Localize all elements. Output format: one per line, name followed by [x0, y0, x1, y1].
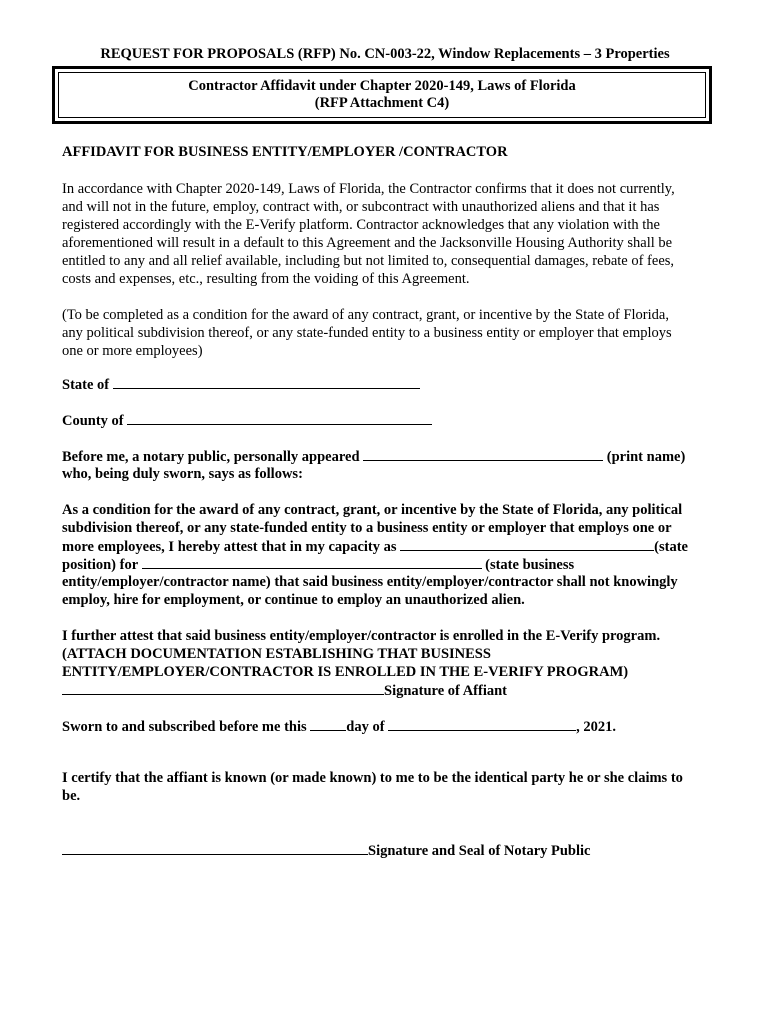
condition-line: one or more employees) [62, 343, 203, 359]
attest-capacity-label: more employees, I hereby attest that in my capacity as [62, 539, 397, 555]
intro-line: and will not in the future, employ, contract with, or subcontract with unauthorized aliens and that it has [62, 199, 660, 215]
attest-line: employ, hire for employment, or continue to employ an unauthorized alien. [62, 592, 525, 608]
year-label: , 2021. [576, 719, 617, 735]
intro-line: In accordance with Chapter 2020-149, Laws of Florida, the Contractor confirms that it does not currently, [62, 181, 675, 197]
print-name-label: (print name) [606, 449, 686, 465]
state-label-suffix: (state [654, 539, 688, 555]
rfp-title: REQUEST FOR PROPOSALS (RFP) No. CN-003-22, Window Replacements – 3 Properties [100, 46, 670, 62]
attest-position-line [62, 538, 688, 556]
sworn-says-line: who, being duly sworn, says as follows: [62, 466, 303, 482]
intro-line: costs and expenses, etc., resulting from the voiding of this Agreement. [62, 271, 470, 287]
intro-line: entitled to any and all relief available, including but not limited to, consequential damages, rebate of fees, [62, 253, 675, 269]
condition-line: (To be completed as a condition for the award of any contract, grant, or incentive by the State of Florida, [62, 307, 669, 323]
notary-signature-line [62, 842, 590, 860]
intro-paragraph [62, 180, 714, 288]
section-heading: AFFIDAVIT FOR BUSINESS ENTITY/EMPLOYER /CONTRACTOR [62, 144, 508, 160]
state-blank[interactable] [113, 376, 420, 389]
everify-line: ENTITY/EMPLOYER/CONTRACTOR IS ENROLLED IN THE E-VERIFY PROGRAM) [62, 664, 629, 680]
state-business-label: (state business [485, 557, 575, 573]
county-blank[interactable] [127, 412, 432, 425]
capacity-blank[interactable] [400, 538, 654, 551]
intro-line: aforementioned will result in a default to this Agreement and the Jacksonville Housing Authority shall be [62, 235, 673, 251]
print-name-blank[interactable] [363, 448, 603, 461]
attest-line: entity/employer/contractor name) that said business entity/employer/contractor shall not knowingly [62, 574, 678, 590]
condition-paragraph [62, 306, 714, 360]
attest-line: As a condition for the award of any contract, grant, or incentive by the State of Florida, any political [62, 502, 683, 518]
position-for-label: position) for [62, 557, 138, 573]
entity-name-blank[interactable] [142, 556, 482, 569]
sworn-date-line [62, 718, 616, 736]
county-label: County of [62, 413, 124, 429]
state-label: State of [62, 377, 110, 393]
attest-entity-line [62, 556, 574, 574]
day-blank[interactable] [310, 718, 346, 731]
condition-line: any political subdivision thereof, or any state-funded entity to a business entity or employer that employs [62, 325, 672, 341]
day-of-label: day of [346, 719, 385, 735]
affiant-signature-line [62, 682, 507, 700]
month-blank[interactable] [388, 718, 576, 731]
attachment-number: (RFP Attachment C4) [314, 95, 450, 111]
certify-line: I certify that the affiant is known (or made known) to me to be the identical party he or she claims to [62, 770, 683, 786]
affiant-signature-label: Signature of Affiant [384, 683, 507, 699]
notary-label: Before me, a notary public, personally appeared [62, 449, 360, 465]
notary-appearance-line [62, 448, 685, 466]
sworn-label: Sworn to and subscribed before me this [62, 719, 307, 735]
notary-signature-label: Signature and Seal of Notary Public [368, 843, 591, 859]
everify-line: I further attest that said business entity/employer/contractor is enrolled in the E-Verify program. [62, 628, 661, 644]
county-field [62, 412, 432, 430]
attest-line: subdivision thereof, or any state-funded entity to a business entity or employer that employs one or [62, 520, 672, 536]
notary-signature-blank[interactable] [62, 842, 368, 855]
intro-line: registered accordingly with the E-Verify platform. Contractor acknowledges that any violation with the [62, 217, 660, 233]
attachment-title-box [52, 66, 712, 124]
everify-line: (ATTACH DOCUMENTATION ESTABLISHING THAT BUSINESS [62, 646, 491, 662]
affiant-signature-blank[interactable] [62, 682, 384, 695]
attachment-title: Contractor Affidavit under Chapter 2020-149, Laws of Florida [188, 78, 576, 94]
state-field [62, 376, 420, 394]
certify-line: be. [62, 788, 81, 804]
